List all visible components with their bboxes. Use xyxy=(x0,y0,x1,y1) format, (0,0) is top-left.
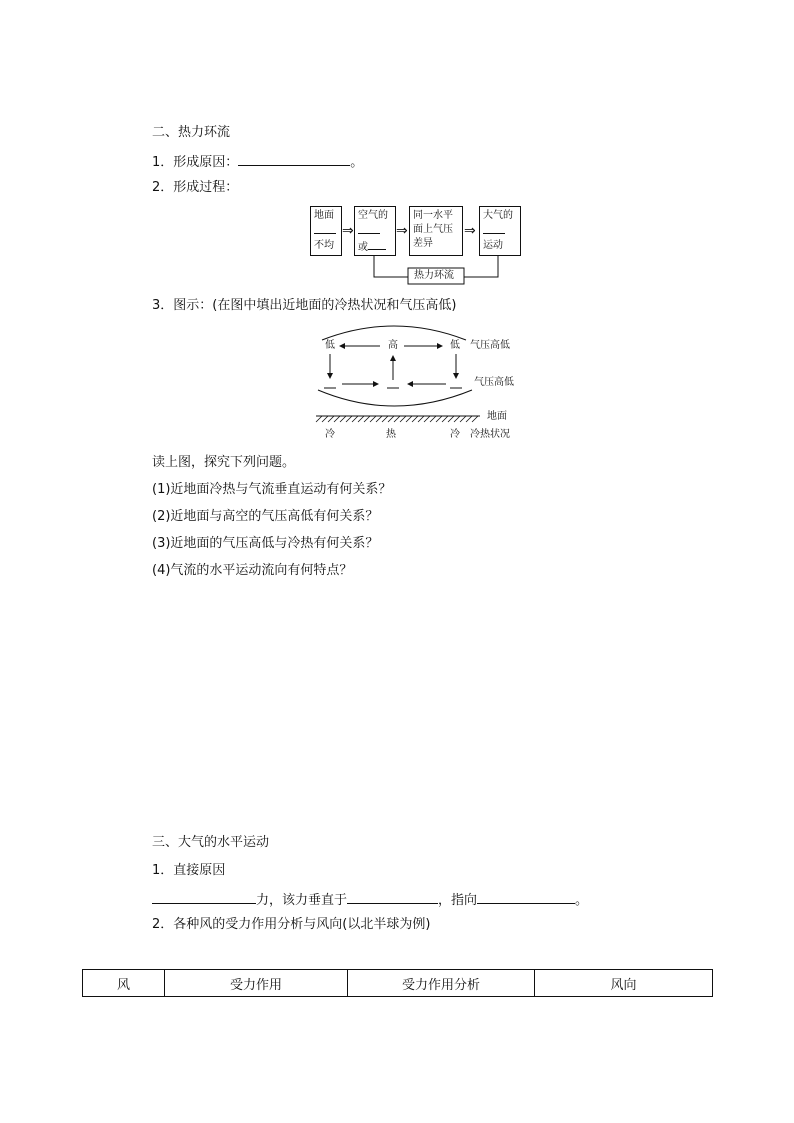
table-header-row xyxy=(83,970,713,997)
upper-pressure-caption: 气压高低 xyxy=(470,340,510,351)
flow-box-ground-top: 地面 xyxy=(314,210,334,221)
upper-mid-pressure: 高 xyxy=(388,340,398,351)
circulation-lines xyxy=(312,318,512,428)
temp-mid: 热 xyxy=(386,429,396,440)
upper-left-pressure: 低 xyxy=(325,340,335,351)
question-2: (2)近地面与高空的气压高低有何关系？ xyxy=(152,509,379,524)
upper-right-pressure: 低 xyxy=(450,340,460,351)
flow-box-air-blank-2[interactable] xyxy=(368,239,386,250)
flow-arrow-1: ⇒ xyxy=(342,223,354,239)
lower-pressure-caption: 气压高低 xyxy=(474,377,514,388)
flow-box-ground-bottom: 不均 xyxy=(314,240,334,251)
flow-box-atmosphere-blank[interactable] xyxy=(483,223,505,234)
header-direction: 风向 xyxy=(535,970,713,997)
flow-box-air-blank-1[interactable] xyxy=(358,223,380,234)
flow-bracket-label: 热力环流 xyxy=(414,270,454,281)
flow-box-ground xyxy=(310,206,342,256)
flow-box-air-or: 或 xyxy=(358,242,368,253)
header-force-analysis: 受力作用分析 xyxy=(348,970,535,997)
direct-cause-fill-line xyxy=(152,889,588,910)
formation-cause-line xyxy=(152,151,363,172)
flow-box-pressure xyxy=(409,206,463,256)
section3-heading: 三、大气的水平运动 xyxy=(152,835,270,850)
flow-box-atmosphere-bottom: 运动 xyxy=(483,240,503,251)
header-force: 受力作用 xyxy=(165,970,348,997)
direction-end: 。 xyxy=(575,893,589,908)
question-1: (1)近地面冷热与气流垂直运动有何关系？ xyxy=(152,482,392,497)
flow-arrow-2: ⇒ xyxy=(396,223,408,239)
questions-intro: 读上图，探究下列问题。 xyxy=(152,455,296,470)
temp-right: 冷 xyxy=(450,429,460,440)
temp-left: 冷 xyxy=(325,429,335,440)
flow-box-pressure-line3: 差异 xyxy=(413,238,433,249)
direct-cause-label: 1．直接原因 xyxy=(152,863,226,878)
direction-blank[interactable] xyxy=(477,889,575,904)
ground-caption: 地面 xyxy=(487,411,507,422)
force-text: 力，该力垂直于 xyxy=(256,893,348,908)
flow-box-air-top: 空气的 xyxy=(358,210,388,221)
flow-box-ground-blank[interactable] xyxy=(314,223,336,234)
flow-arrow-3: ⇒ xyxy=(464,223,476,239)
header-wind: 风 xyxy=(83,970,165,997)
flow-box-atmosphere-top: 大气的 xyxy=(483,210,513,221)
direction-text: ，指向 xyxy=(438,893,478,908)
formation-cause-blank[interactable] xyxy=(238,151,350,166)
wind-analysis-label: 2．各种风的受力作用分析与风向(以北半球为例) xyxy=(152,917,431,932)
question-4: (4)气流的水平运动流向有何特点？ xyxy=(152,563,353,578)
question-3: (3)近地面的气压高低与冷热有何关系？ xyxy=(152,536,379,551)
perpendicular-blank[interactable] xyxy=(347,889,438,904)
formation-process-label: 2．形成过程： xyxy=(152,180,239,195)
temp-caption: 冷热状况 xyxy=(470,429,510,440)
formation-cause-label: 1．形成原因： xyxy=(152,155,239,170)
flow-box-pressure-line1: 同一水平 xyxy=(413,210,453,221)
wind-analysis-table xyxy=(82,969,713,997)
flow-box-atmosphere xyxy=(479,206,521,256)
diagram-instruction: 3．图示：(在图中填出近地面的冷热状况和气压高低) xyxy=(152,298,457,313)
force-blank[interactable] xyxy=(152,889,256,904)
flow-box-pressure-line2: 面上气压 xyxy=(413,224,453,235)
formation-cause-end: 。 xyxy=(350,155,364,170)
section2-heading: 二、热力环流 xyxy=(152,125,231,140)
flow-box-air xyxy=(354,206,396,256)
